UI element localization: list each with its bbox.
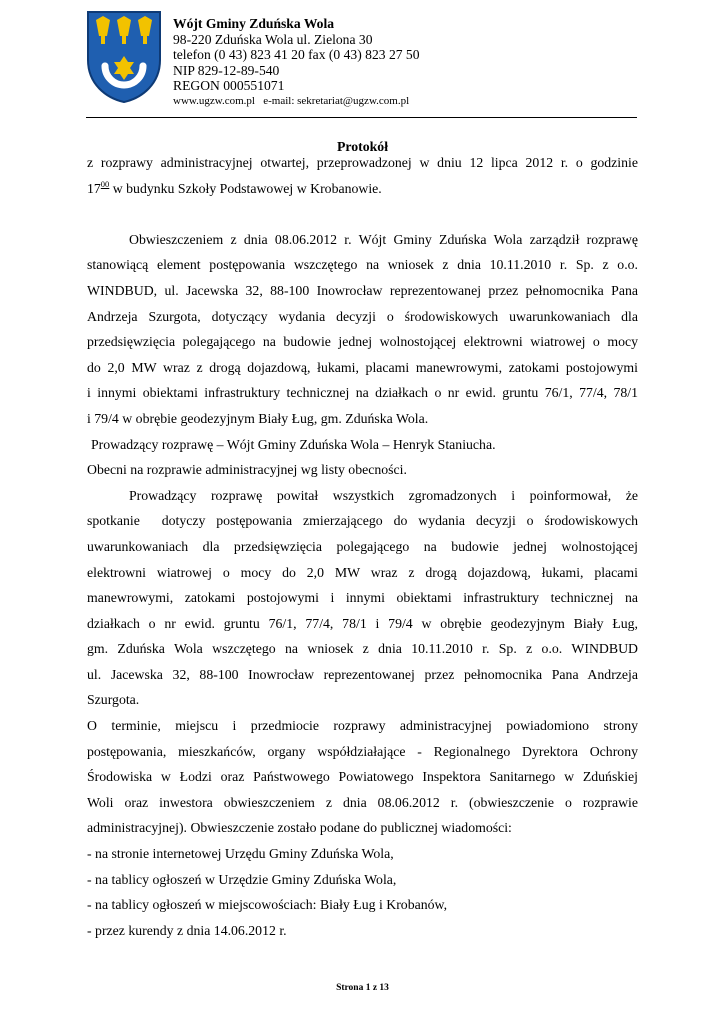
paragraph-1-line: do 2,0 MW wraz z drogą dojazdową, łukami, placami manewrowymi, zatokami postojowymi xyxy=(87,359,638,375)
letterhead-text xyxy=(173,16,420,108)
paragraph-2-line: gm. Zduńska Wola wszczętego na wniosek z dnia 10.11.2010 r. Sp. z o.o. WINDBUD xyxy=(87,641,638,657)
office-name: Wójt Gminy Zduńska Wola xyxy=(173,16,335,31)
paragraph-1-line: i 79/4 w obrębie geodezyjnym Biały Ług, gm. Zduńska Wola. xyxy=(87,410,429,426)
paragraph-2-line: elektrowni wiatrowej o mocy do 2,0 MW wraz z drogą dojazdową, łukami, placami xyxy=(87,564,638,580)
office-regon: REGON 000551071 xyxy=(173,78,285,94)
intro-minutes: 00 xyxy=(100,178,110,189)
paragraph-1-line: przedsięwzięcia polegającego na budowie jednej wolnostojącej elektrowni wiatrowej o mocy xyxy=(87,334,638,350)
attendance-line: Obecni na rozprawie administracyjnej wg listy obecności. xyxy=(87,462,407,478)
document-title: Protokół xyxy=(336,139,389,154)
office-address: 98-220 Zduńska Wola ul. Zielona 30 xyxy=(173,31,373,47)
office-phone: telefon (0 43) 823 41 20 fax (0 43) 823 27 50 xyxy=(173,47,420,63)
paragraph-1-line: Andrzeja Szurgota, dotyczący wydania decyzji o środowiskowych uwarunkowaniach dla xyxy=(87,308,638,324)
document-body xyxy=(87,150,638,943)
paragraph-2-line: uwarunkowaniach dla przedsięwzięcia polegającego na budowie jednej wolnostojącej xyxy=(87,538,638,554)
coat-of-arms-icon xyxy=(86,10,162,104)
intro-line-2-rest: w budynku Szkoły Podstawowej w Krobanowie. xyxy=(109,180,382,196)
paragraph-3-line: Środowiska w Łodzi oraz Państwowego Powiatowego Inspektora Sanitarnego w Zduńskiej xyxy=(87,769,638,785)
paragraph-1-line: stanowiącą element postępowania wszczętego na wniosek z dnia 10.11.2010 r. Sp. z o.o. xyxy=(87,257,638,273)
paragraph-2-line: Prowadzący rozprawę powitał wszystkich zgromadzonych i poinformował, że xyxy=(129,487,638,503)
paragraph-3-line: postępowania, mieszkańców, organy współdziałające - Regionalnego Dyrektora Ochrony xyxy=(87,743,638,759)
intro-line-1: z rozprawy administracyjnej otwartej, przeprowadzonej w dniu 12 lipca 2012 r. o godzinie xyxy=(87,155,638,170)
header-divider xyxy=(86,117,637,118)
paragraph-3-line: administracyjnej). Obwieszczenie zostało podane do publicznej wiadomości: xyxy=(87,820,512,836)
list-item: - przez kurendy z dnia 14.06.2012 r. xyxy=(87,922,287,938)
letterhead xyxy=(86,10,638,118)
paragraph-2-line: manewrowymi, zatokami postojowymi i innymi obiektami infrastruktury technicznej na xyxy=(87,590,638,606)
chair-line: Prowadzący rozprawę – Wójt Gminy Zduńska Wola – Henryk Staniucha. xyxy=(91,436,496,452)
paragraph-2-line: Szurgota. xyxy=(87,692,140,708)
list-item: - na stronie internetowej Urzędu Gminy Zduńska Wola, xyxy=(87,846,394,862)
paragraph-1-line: WINDBUD, ul. Jacewska 32, 88-100 Inowrocław reprezentowanej przez pełnomocnika Pana xyxy=(87,282,638,298)
office-web-email: www.ugzw.com.pl e-mail: sekretariat@ugzw.com.pl xyxy=(173,94,410,107)
paragraph-1-line: Obwieszczeniem z dnia 08.06.2012 r. Wójt Gminy Zduńska Wola zarządził rozprawę xyxy=(129,231,638,247)
paragraph-3-line: O terminie, miejscu i przedmiocie rozprawy administracyjnej powiadomiono strony xyxy=(87,718,638,734)
blank-line xyxy=(87,201,638,227)
list-item: - na tablicy ogłoszeń w miejscowościach: Biały Ług i Krobanów, xyxy=(87,897,448,913)
page-number: Strona 1 z 13 xyxy=(336,983,389,993)
paragraph-3-line: Woli oraz inwestora obwieszczeniem z dnia 08.06.2012 r. (obwieszczenie o rozprawie xyxy=(87,794,638,810)
paragraph-2-line: działkach o nr ewid. gruntu 76/1, 77/4, 78/1 i 79/4 w obrębie geodezyjnym Biały Ług, xyxy=(87,615,638,631)
office-nip: NIP 829-12-89-540 xyxy=(173,62,280,78)
intro-line-2 xyxy=(87,176,638,202)
list-item: - na tablicy ogłoszeń w Urzędzie Gminy Zduńska Wola, xyxy=(87,871,397,887)
paragraph-2-line: ul. Jacewska 32, 88-100 Inowrocław reprezentowanej przez pełnomocnika Pana Andrzeja xyxy=(87,666,638,682)
paragraph-2-line: spotkanie dotyczy postępowania zmierzającego do wydania decyzji o środowiskowych xyxy=(87,513,638,529)
intro-hour: 17 xyxy=(87,180,101,196)
paragraph-1-line: i innymi obiektami infrastruktury technicznej na działkach o nr ewid. gruntu 76/1, 77/4, 78/1 xyxy=(87,385,638,401)
